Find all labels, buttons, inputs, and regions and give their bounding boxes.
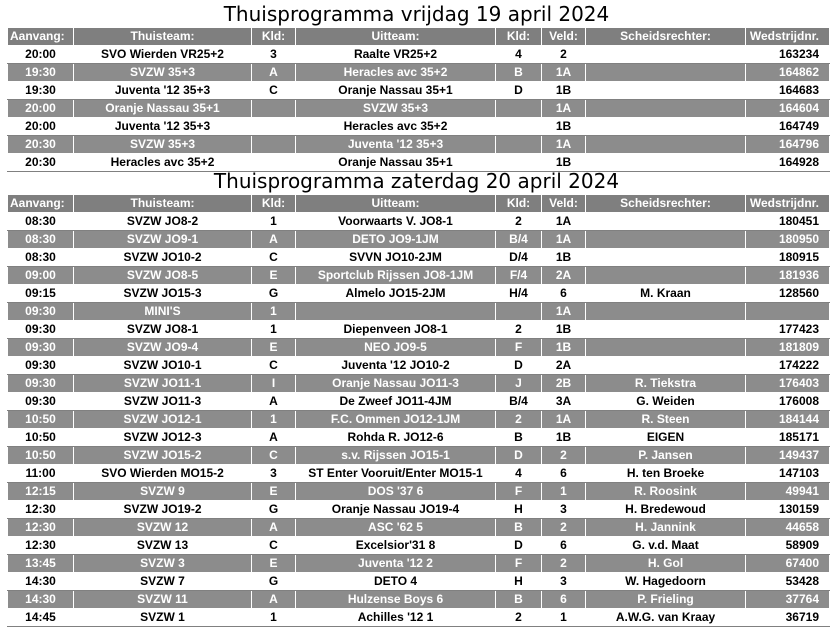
- field-cell: 1A: [542, 100, 586, 118]
- header-kld-away: Kld:: [496, 195, 542, 213]
- time-cell: 14:30: [8, 591, 74, 609]
- home-team-cell: SVZW 1: [74, 609, 252, 627]
- home-team-cell: SVZW JO8-1: [74, 321, 252, 339]
- referee-cell: R. Tiekstra: [586, 375, 746, 393]
- time-cell: 09:00: [8, 267, 74, 285]
- match-number-cell: 181809: [746, 339, 830, 357]
- away-kld-cell: 2: [496, 609, 542, 627]
- away-kld-cell: [496, 118, 542, 136]
- referee-cell: A.W.G. van Kraay: [586, 609, 746, 627]
- time-cell: 13:45: [8, 555, 74, 573]
- home-team-cell: SVZW JO9-1: [74, 231, 252, 249]
- table-row: [8, 100, 830, 118]
- field-cell: 1A: [542, 64, 586, 82]
- referee-cell: P. Jansen: [586, 447, 746, 465]
- match-number-cell: 44658: [746, 519, 830, 537]
- table-row: [8, 46, 830, 64]
- referee-cell: G. v.d. Maat: [586, 537, 746, 555]
- table-row: [8, 249, 830, 267]
- time-cell: 09:30: [8, 321, 74, 339]
- home-team-cell: SVZW 9: [74, 483, 252, 501]
- match-number-cell: 184144: [746, 411, 830, 429]
- friday-schedule-table: [7, 27, 830, 172]
- time-cell: 12:30: [8, 519, 74, 537]
- header-scheidsrechter: Scheidsrechter:: [586, 28, 746, 46]
- home-team-cell: SVO Wierden MO15-2: [74, 465, 252, 483]
- home-team-cell: MINI'S: [74, 303, 252, 321]
- home-team-cell: SVZW JO19-2: [74, 501, 252, 519]
- match-number-cell: 37764: [746, 591, 830, 609]
- match-number-cell: 176403: [746, 375, 830, 393]
- match-number-cell: 164604: [746, 100, 830, 118]
- home-kld-cell: E: [252, 483, 296, 501]
- referee-cell: [586, 231, 746, 249]
- table-row: [8, 339, 830, 357]
- time-cell: 20:30: [8, 136, 74, 154]
- field-cell: 2B: [542, 375, 586, 393]
- match-number-cell: 149437: [746, 447, 830, 465]
- home-team-cell: SVZW JO15-3: [74, 285, 252, 303]
- match-number-cell: 164862: [746, 64, 830, 82]
- time-cell: 12:30: [8, 501, 74, 519]
- time-cell: 14:45: [8, 609, 74, 627]
- home-kld-cell: G: [252, 285, 296, 303]
- time-cell: 20:30: [8, 154, 74, 172]
- saturday-title: Thuisprogramma zaterdag 20 april 2024: [213, 169, 620, 193]
- header-kld-away: Kld:: [496, 28, 542, 46]
- referee-cell: [586, 64, 746, 82]
- referee-cell: [586, 213, 746, 231]
- referee-cell: [586, 82, 746, 100]
- home-team-cell: SVZW JO10-1: [74, 357, 252, 375]
- field-cell: 1A: [542, 213, 586, 231]
- home-team-cell: SVZW JO15-2: [74, 447, 252, 465]
- table-row: [8, 64, 830, 82]
- away-team-cell: Oranje Nassau 35+1: [296, 82, 496, 100]
- home-team-cell: SVZW JO11-3: [74, 393, 252, 411]
- away-team-cell: SVVN JO10-2JM: [296, 249, 496, 267]
- away-kld-cell: B: [496, 429, 542, 447]
- home-kld-cell: A: [252, 64, 296, 82]
- home-kld-cell: 1: [252, 303, 296, 321]
- away-team-cell: Heracles avc 35+2: [296, 118, 496, 136]
- home-kld-cell: [252, 118, 296, 136]
- time-cell: 19:30: [8, 64, 74, 82]
- table-row: [8, 591, 830, 609]
- time-cell: 10:50: [8, 411, 74, 429]
- away-kld-cell: 2: [496, 213, 542, 231]
- home-team-cell: SVZW 12: [74, 519, 252, 537]
- away-kld-cell: B: [496, 64, 542, 82]
- time-cell: 09:30: [8, 375, 74, 393]
- table-row: [8, 321, 830, 339]
- away-kld-cell: B: [496, 591, 542, 609]
- home-kld-cell: 1: [252, 213, 296, 231]
- field-cell: 1A: [542, 303, 586, 321]
- match-number-cell: 185171: [746, 429, 830, 447]
- referee-cell: [586, 118, 746, 136]
- away-team-cell: Voorwaarts V. JO8-1: [296, 213, 496, 231]
- header-kld: Kld:: [252, 195, 296, 213]
- away-team-cell: Juventa '12 2: [296, 555, 496, 573]
- match-number-cell: 164796: [746, 136, 830, 154]
- home-team-cell: SVZW JO9-4: [74, 339, 252, 357]
- home-team-cell: SVZW 13: [74, 537, 252, 555]
- home-kld-cell: 3: [252, 465, 296, 483]
- referee-cell: [586, 357, 746, 375]
- away-kld-cell: F: [496, 555, 542, 573]
- table-row: [8, 465, 830, 483]
- away-kld-cell: H: [496, 573, 542, 591]
- home-team-cell: Juventa '12 35+3: [74, 82, 252, 100]
- away-kld-cell: F: [496, 483, 542, 501]
- referee-cell: [586, 339, 746, 357]
- home-team-cell: SVZW JO11-1: [74, 375, 252, 393]
- away-kld-cell: D: [496, 537, 542, 555]
- away-team-cell: Oranje Nassau 35+1: [296, 154, 496, 172]
- referee-cell: EIGEN: [586, 429, 746, 447]
- referee-cell: H. Gol: [586, 555, 746, 573]
- field-cell: 2: [542, 519, 586, 537]
- match-number-cell: 164749: [746, 118, 830, 136]
- referee-cell: [586, 303, 746, 321]
- home-team-cell: SVZW 11: [74, 591, 252, 609]
- time-cell: 20:00: [8, 100, 74, 118]
- home-team-cell: Oranje Nassau 35+1: [74, 100, 252, 118]
- away-team-cell: Diepenveen JO8-1: [296, 321, 496, 339]
- time-cell: 10:50: [8, 429, 74, 447]
- field-cell: 6: [542, 591, 586, 609]
- home-kld-cell: C: [252, 82, 296, 100]
- field-cell: 2A: [542, 267, 586, 285]
- referee-cell: [586, 100, 746, 118]
- referee-cell: [586, 249, 746, 267]
- referee-cell: R. Steen: [586, 411, 746, 429]
- match-number-cell: 164928: [746, 154, 830, 172]
- away-team-cell: DETO 4: [296, 573, 496, 591]
- field-cell: 2A: [542, 357, 586, 375]
- field-cell: 2: [542, 46, 586, 64]
- time-cell: 14:30: [8, 573, 74, 591]
- match-number-cell: 128560: [746, 285, 830, 303]
- table-row: [8, 429, 830, 447]
- friday-title: Thuisprogramma vrijdag 19 april 2024: [223, 2, 610, 26]
- match-number-cell: 180950: [746, 231, 830, 249]
- table-row: [8, 501, 830, 519]
- home-team-cell: SVZW 3: [74, 555, 252, 573]
- referee-cell: H. Bredewoud: [586, 501, 746, 519]
- time-cell: 10:50: [8, 447, 74, 465]
- field-cell: 1A: [542, 136, 586, 154]
- home-team-cell: SVZW JO10-2: [74, 249, 252, 267]
- away-team-cell: Hulzense Boys 6: [296, 591, 496, 609]
- referee-cell: H. ten Broeke: [586, 465, 746, 483]
- header-kld: Kld:: [252, 28, 296, 46]
- field-cell: 2: [542, 447, 586, 465]
- home-kld-cell: A: [252, 393, 296, 411]
- away-team-cell: Juventa '12 JO10-2: [296, 357, 496, 375]
- field-cell: 1: [542, 483, 586, 501]
- away-kld-cell: 2: [496, 411, 542, 429]
- away-kld-cell: H: [496, 501, 542, 519]
- match-number-cell: 53428: [746, 573, 830, 591]
- referee-cell: [586, 46, 746, 64]
- header-veld: Veld:: [542, 28, 586, 46]
- time-cell: 11:00: [8, 465, 74, 483]
- away-kld-cell: J: [496, 375, 542, 393]
- away-team-cell: DETO JO9-1JM: [296, 231, 496, 249]
- away-team-cell: Rohda R. JO12-6: [296, 429, 496, 447]
- header-uitteam: Uitteam:: [296, 195, 496, 213]
- saturday-schedule-table: [7, 194, 830, 627]
- field-cell: 6: [542, 285, 586, 303]
- referee-cell: H. Jannink: [586, 519, 746, 537]
- header-row: [8, 28, 830, 46]
- table-row: [8, 447, 830, 465]
- away-team-cell: DOS '37 6: [296, 483, 496, 501]
- home-kld-cell: E: [252, 267, 296, 285]
- field-cell: 3: [542, 573, 586, 591]
- match-number-cell: 180451: [746, 213, 830, 231]
- referee-cell: M. Kraan: [586, 285, 746, 303]
- table-row: [8, 136, 830, 154]
- table-row: [8, 303, 830, 321]
- away-kld-cell: [496, 100, 542, 118]
- field-cell: 1B: [542, 82, 586, 100]
- match-number-cell: 58909: [746, 537, 830, 555]
- referee-cell: P. Frieling: [586, 591, 746, 609]
- home-kld-cell: C: [252, 447, 296, 465]
- match-number-cell: 67400: [746, 555, 830, 573]
- table-row: [8, 609, 830, 627]
- away-kld-cell: B/4: [496, 393, 542, 411]
- away-team-cell: Achilles '12 1: [296, 609, 496, 627]
- field-cell: 6: [542, 465, 586, 483]
- field-cell: 3: [542, 501, 586, 519]
- table-row: [8, 483, 830, 501]
- home-kld-cell: 1: [252, 609, 296, 627]
- away-team-cell: [296, 303, 496, 321]
- table-row: [8, 555, 830, 573]
- table-row: [8, 82, 830, 100]
- header-thuisteam: Thuisteam:: [74, 28, 252, 46]
- referee-cell: [586, 267, 746, 285]
- home-kld-cell: 3: [252, 46, 296, 64]
- away-team-cell: Heracles avc 35+2: [296, 64, 496, 82]
- time-cell: 09:30: [8, 357, 74, 375]
- home-team-cell: SVZW JO12-1: [74, 411, 252, 429]
- match-number-cell: 163234: [746, 46, 830, 64]
- field-cell: 1B: [542, 321, 586, 339]
- table-row: [8, 213, 830, 231]
- header-row: [8, 195, 830, 213]
- field-cell: 1A: [542, 411, 586, 429]
- home-kld-cell: A: [252, 429, 296, 447]
- table-row: [8, 519, 830, 537]
- home-team-cell: SVZW JO12-3: [74, 429, 252, 447]
- away-kld-cell: D: [496, 447, 542, 465]
- match-number-cell: 177423: [746, 321, 830, 339]
- home-kld-cell: A: [252, 591, 296, 609]
- home-team-cell: SVO Wierden VR25+2: [74, 46, 252, 64]
- home-kld-cell: A: [252, 519, 296, 537]
- table-row: [8, 285, 830, 303]
- match-number-cell: 164683: [746, 82, 830, 100]
- away-kld-cell: 4: [496, 465, 542, 483]
- home-kld-cell: [252, 100, 296, 118]
- table-row: [8, 118, 830, 136]
- home-kld-cell: [252, 136, 296, 154]
- away-kld-cell: [496, 303, 542, 321]
- away-team-cell: ST Enter Vooruit/Enter MO15-1: [296, 465, 496, 483]
- table-row: [8, 267, 830, 285]
- header-veld: Veld:: [542, 195, 586, 213]
- away-kld-cell: F: [496, 339, 542, 357]
- referee-cell: [586, 321, 746, 339]
- home-kld-cell: C: [252, 357, 296, 375]
- away-team-cell: ASC '62 5: [296, 519, 496, 537]
- referee-cell: [586, 136, 746, 154]
- away-team-cell: De Zweef JO11-4JM: [296, 393, 496, 411]
- field-cell: 6: [542, 537, 586, 555]
- field-cell: 1A: [542, 231, 586, 249]
- table-row: [8, 393, 830, 411]
- home-kld-cell: C: [252, 249, 296, 267]
- time-cell: 08:30: [8, 249, 74, 267]
- field-cell: 3A: [542, 393, 586, 411]
- away-team-cell: Sportclub Rijssen JO8-1JM: [296, 267, 496, 285]
- header-aanvang: Aanvang:: [8, 195, 74, 213]
- table-row: [8, 357, 830, 375]
- match-number-cell: 181936: [746, 267, 830, 285]
- header-wedstrijdnr: Wedstrijdnr.: [746, 195, 830, 213]
- away-kld-cell: [496, 136, 542, 154]
- home-kld-cell: G: [252, 573, 296, 591]
- referee-cell: G. Weiden: [586, 393, 746, 411]
- away-team-cell: F.C. Ommen JO12-1JM: [296, 411, 496, 429]
- away-kld-cell: B/4: [496, 231, 542, 249]
- field-cell: 1: [542, 609, 586, 627]
- home-kld-cell: I: [252, 375, 296, 393]
- time-cell: 09:30: [8, 393, 74, 411]
- match-number-cell: 49941: [746, 483, 830, 501]
- away-team-cell: Oranje Nassau JO11-3: [296, 375, 496, 393]
- away-team-cell: NEO JO9-5: [296, 339, 496, 357]
- time-cell: 09:15: [8, 285, 74, 303]
- away-team-cell: Excelsior'31 8: [296, 537, 496, 555]
- home-team-cell: SVZW 35+3: [74, 64, 252, 82]
- field-cell: 1B: [542, 429, 586, 447]
- away-kld-cell: 4: [496, 46, 542, 64]
- home-kld-cell: G: [252, 501, 296, 519]
- match-number-cell: 130159: [746, 501, 830, 519]
- away-team-cell: Juventa '12 35+3: [296, 136, 496, 154]
- header-thuisteam: Thuisteam:: [74, 195, 252, 213]
- home-team-cell: SVZW JO8-2: [74, 213, 252, 231]
- match-number-cell: 176008: [746, 393, 830, 411]
- time-cell: 19:30: [8, 82, 74, 100]
- away-team-cell: Almelo JO15-2JM: [296, 285, 496, 303]
- table-row: [8, 573, 830, 591]
- home-team-cell: Heracles avc 35+2: [74, 154, 252, 172]
- away-team-cell: SVZW 35+3: [296, 100, 496, 118]
- referee-cell: W. Hagedoorn: [586, 573, 746, 591]
- away-kld-cell: H/4: [496, 285, 542, 303]
- table-row: [8, 231, 830, 249]
- field-cell: 1B: [542, 249, 586, 267]
- field-cell: 1B: [542, 154, 586, 172]
- home-team-cell: Juventa '12 35+3: [74, 118, 252, 136]
- home-team-cell: SVZW 7: [74, 573, 252, 591]
- home-kld-cell: 1: [252, 411, 296, 429]
- time-cell: 08:30: [8, 213, 74, 231]
- away-kld-cell: D: [496, 82, 542, 100]
- home-kld-cell: C: [252, 537, 296, 555]
- header-uitteam: Uitteam:: [296, 28, 496, 46]
- away-kld-cell: F/4: [496, 267, 542, 285]
- table-row: [8, 537, 830, 555]
- match-number-cell: 147103: [746, 465, 830, 483]
- table-row: [8, 375, 830, 393]
- away-team-cell: Raalte VR25+2: [296, 46, 496, 64]
- home-kld-cell: E: [252, 339, 296, 357]
- match-number-cell: [746, 303, 830, 321]
- header-scheidsrechter: Scheidsrechter:: [586, 195, 746, 213]
- time-cell: 09:30: [8, 303, 74, 321]
- home-kld-cell: 1: [252, 321, 296, 339]
- match-number-cell: 174222: [746, 357, 830, 375]
- away-team-cell: s.v. Rijssen JO15-1: [296, 447, 496, 465]
- home-team-cell: SVZW 35+3: [74, 136, 252, 154]
- match-number-cell: 180915: [746, 249, 830, 267]
- away-kld-cell: D: [496, 357, 542, 375]
- away-kld-cell: D/4: [496, 249, 542, 267]
- time-cell: 12:15: [8, 483, 74, 501]
- field-cell: 1B: [542, 339, 586, 357]
- field-cell: 2: [542, 555, 586, 573]
- home-kld-cell: A: [252, 231, 296, 249]
- time-cell: 20:00: [8, 118, 74, 136]
- header-aanvang: Aanvang:: [8, 28, 74, 46]
- time-cell: 09:30: [8, 339, 74, 357]
- field-cell: 1B: [542, 118, 586, 136]
- away-team-cell: Oranje Nassau JO19-4: [296, 501, 496, 519]
- table-row: [8, 411, 830, 429]
- time-cell: 20:00: [8, 46, 74, 64]
- time-cell: 12:30: [8, 537, 74, 555]
- home-kld-cell: E: [252, 555, 296, 573]
- referee-cell: R. Roosink: [586, 483, 746, 501]
- time-cell: 08:30: [8, 231, 74, 249]
- away-kld-cell: 2: [496, 321, 542, 339]
- away-kld-cell: B: [496, 519, 542, 537]
- header-wedstrijdnr: Wedstrijdnr.: [746, 28, 830, 46]
- home-team-cell: SVZW JO8-5: [74, 267, 252, 285]
- match-number-cell: 36719: [746, 609, 830, 627]
